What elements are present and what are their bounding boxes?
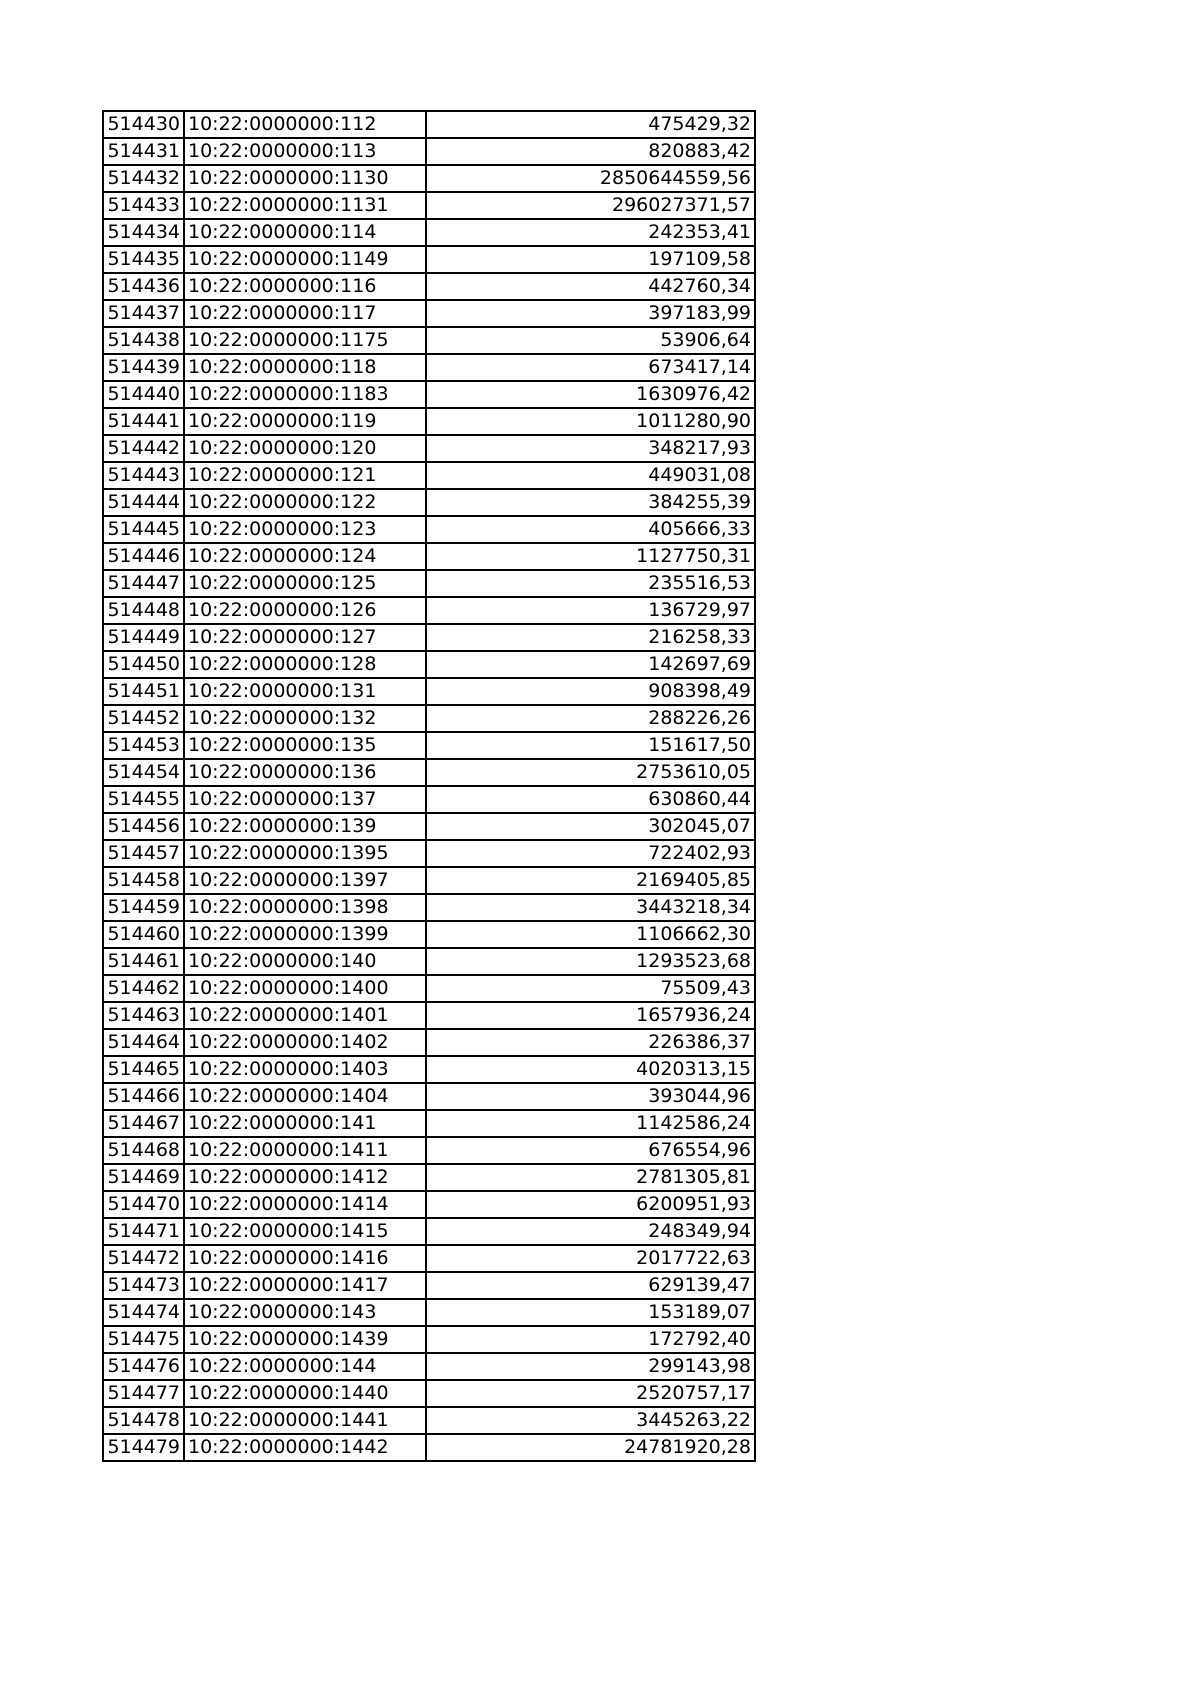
value-cell: 449031,08 bbox=[426, 462, 755, 489]
row-id-cell: 514449 bbox=[103, 624, 184, 651]
cadastral-number-cell: 10:22:0000000:116 bbox=[184, 273, 426, 300]
cadastral-number-cell: 10:22:0000000:143 bbox=[184, 1299, 426, 1326]
table-row bbox=[103, 219, 755, 246]
value-cell: 2850644559,56 bbox=[426, 165, 755, 192]
table-row bbox=[103, 786, 755, 813]
row-id-cell: 514457 bbox=[103, 840, 184, 867]
table-row bbox=[103, 1029, 755, 1056]
value-cell: 6200951,93 bbox=[426, 1191, 755, 1218]
value-cell: 1630976,42 bbox=[426, 381, 755, 408]
data-table bbox=[102, 110, 756, 1462]
value-cell: 908398,49 bbox=[426, 678, 755, 705]
value-cell: 2753610,05 bbox=[426, 759, 755, 786]
cadastral-number-cell: 10:22:0000000:135 bbox=[184, 732, 426, 759]
table-row bbox=[103, 1245, 755, 1272]
table-row bbox=[103, 381, 755, 408]
table-row bbox=[103, 975, 755, 1002]
value-cell: 248349,94 bbox=[426, 1218, 755, 1245]
row-id-cell: 514446 bbox=[103, 543, 184, 570]
table-row bbox=[103, 894, 755, 921]
value-cell: 1106662,30 bbox=[426, 921, 755, 948]
cadastral-number-cell: 10:22:0000000:1414 bbox=[184, 1191, 426, 1218]
cadastral-number-cell: 10:22:0000000:1440 bbox=[184, 1380, 426, 1407]
value-cell: 2017722,63 bbox=[426, 1245, 755, 1272]
row-id-cell: 514463 bbox=[103, 1002, 184, 1029]
table-row bbox=[103, 543, 755, 570]
row-id-cell: 514461 bbox=[103, 948, 184, 975]
row-id-cell: 514453 bbox=[103, 732, 184, 759]
value-cell: 2781305,81 bbox=[426, 1164, 755, 1191]
cadastral-number-cell: 10:22:0000000:1412 bbox=[184, 1164, 426, 1191]
cadastral-number-cell: 10:22:0000000:126 bbox=[184, 597, 426, 624]
cadastral-number-cell: 10:22:0000000:137 bbox=[184, 786, 426, 813]
value-cell: 24781920,28 bbox=[426, 1434, 755, 1461]
row-id-cell: 514447 bbox=[103, 570, 184, 597]
row-id-cell: 514470 bbox=[103, 1191, 184, 1218]
table-row bbox=[103, 921, 755, 948]
table-row bbox=[103, 489, 755, 516]
row-id-cell: 514443 bbox=[103, 462, 184, 489]
row-id-cell: 514431 bbox=[103, 138, 184, 165]
row-id-cell: 514471 bbox=[103, 1218, 184, 1245]
row-id-cell: 514456 bbox=[103, 813, 184, 840]
value-cell: 820883,42 bbox=[426, 138, 755, 165]
cadastral-number-cell: 10:22:0000000:1399 bbox=[184, 921, 426, 948]
cadastral-number-cell: 10:22:0000000:1417 bbox=[184, 1272, 426, 1299]
value-cell: 197109,58 bbox=[426, 246, 755, 273]
cadastral-number-cell: 10:22:0000000:123 bbox=[184, 516, 426, 543]
table-row bbox=[103, 624, 755, 651]
table-row bbox=[103, 1002, 755, 1029]
row-id-cell: 514430 bbox=[103, 111, 184, 138]
value-cell: 397183,99 bbox=[426, 300, 755, 327]
row-id-cell: 514452 bbox=[103, 705, 184, 732]
row-id-cell: 514469 bbox=[103, 1164, 184, 1191]
value-cell: 676554,96 bbox=[426, 1137, 755, 1164]
cadastral-number-cell: 10:22:0000000:1402 bbox=[184, 1029, 426, 1056]
table-row bbox=[103, 1191, 755, 1218]
cadastral-number-cell: 10:22:0000000:1416 bbox=[184, 1245, 426, 1272]
table-row bbox=[103, 165, 755, 192]
row-id-cell: 514440 bbox=[103, 381, 184, 408]
cadastral-number-cell: 10:22:0000000:1395 bbox=[184, 840, 426, 867]
value-cell: 153189,07 bbox=[426, 1299, 755, 1326]
table-row bbox=[103, 705, 755, 732]
table-row bbox=[103, 1083, 755, 1110]
value-cell: 242353,41 bbox=[426, 219, 755, 246]
cadastral-number-cell: 10:22:0000000:144 bbox=[184, 1353, 426, 1380]
row-id-cell: 514434 bbox=[103, 219, 184, 246]
table-row bbox=[103, 246, 755, 273]
cadastral-number-cell: 10:22:0000000:1398 bbox=[184, 894, 426, 921]
value-cell: 384255,39 bbox=[426, 489, 755, 516]
cadastral-number-cell: 10:22:0000000:1400 bbox=[184, 975, 426, 1002]
cadastral-number-cell: 10:22:0000000:140 bbox=[184, 948, 426, 975]
table-body bbox=[103, 111, 755, 1461]
table-row bbox=[103, 435, 755, 462]
table-row bbox=[103, 327, 755, 354]
table-row bbox=[103, 1326, 755, 1353]
row-id-cell: 514472 bbox=[103, 1245, 184, 1272]
value-cell: 442760,34 bbox=[426, 273, 755, 300]
cadastral-number-cell: 10:22:0000000:131 bbox=[184, 678, 426, 705]
row-id-cell: 514437 bbox=[103, 300, 184, 327]
value-cell: 296027371,57 bbox=[426, 192, 755, 219]
cadastral-number-cell: 10:22:0000000:139 bbox=[184, 813, 426, 840]
row-id-cell: 514454 bbox=[103, 759, 184, 786]
value-cell: 1011280,90 bbox=[426, 408, 755, 435]
cadastral-number-cell: 10:22:0000000:117 bbox=[184, 300, 426, 327]
value-cell: 288226,26 bbox=[426, 705, 755, 732]
value-cell: 2169405,85 bbox=[426, 867, 755, 894]
cadastral-number-cell: 10:22:0000000:112 bbox=[184, 111, 426, 138]
table-row bbox=[103, 1434, 755, 1461]
row-id-cell: 514468 bbox=[103, 1137, 184, 1164]
table-row bbox=[103, 1218, 755, 1245]
cadastral-number-cell: 10:22:0000000:1404 bbox=[184, 1083, 426, 1110]
cadastral-number-cell: 10:22:0000000:1149 bbox=[184, 246, 426, 273]
table-row bbox=[103, 111, 755, 138]
cadastral-number-cell: 10:22:0000000:1439 bbox=[184, 1326, 426, 1353]
table-row bbox=[103, 300, 755, 327]
table-row bbox=[103, 1110, 755, 1137]
cadastral-number-cell: 10:22:0000000:125 bbox=[184, 570, 426, 597]
value-cell: 142697,69 bbox=[426, 651, 755, 678]
cadastral-number-cell: 10:22:0000000:1397 bbox=[184, 867, 426, 894]
value-cell: 1142586,24 bbox=[426, 1110, 755, 1137]
table-row bbox=[103, 813, 755, 840]
table-row bbox=[103, 1407, 755, 1434]
cadastral-number-cell: 10:22:0000000:1441 bbox=[184, 1407, 426, 1434]
value-cell: 348217,93 bbox=[426, 435, 755, 462]
row-id-cell: 514478 bbox=[103, 1407, 184, 1434]
row-id-cell: 514441 bbox=[103, 408, 184, 435]
row-id-cell: 514451 bbox=[103, 678, 184, 705]
row-id-cell: 514448 bbox=[103, 597, 184, 624]
table-row bbox=[103, 759, 755, 786]
value-cell: 299143,98 bbox=[426, 1353, 755, 1380]
table-row bbox=[103, 948, 755, 975]
document-page bbox=[102, 110, 754, 1462]
table-row bbox=[103, 462, 755, 489]
table-row bbox=[103, 732, 755, 759]
cadastral-number-cell: 10:22:0000000:1175 bbox=[184, 327, 426, 354]
row-id-cell: 514439 bbox=[103, 354, 184, 381]
cadastral-number-cell: 10:22:0000000:1442 bbox=[184, 1434, 426, 1461]
cadastral-number-cell: 10:22:0000000:118 bbox=[184, 354, 426, 381]
row-id-cell: 514455 bbox=[103, 786, 184, 813]
cadastral-number-cell: 10:22:0000000:136 bbox=[184, 759, 426, 786]
value-cell: 172792,40 bbox=[426, 1326, 755, 1353]
table-row bbox=[103, 651, 755, 678]
row-id-cell: 514464 bbox=[103, 1029, 184, 1056]
value-cell: 673417,14 bbox=[426, 354, 755, 381]
row-id-cell: 514458 bbox=[103, 867, 184, 894]
cadastral-number-cell: 10:22:0000000:122 bbox=[184, 489, 426, 516]
cadastral-number-cell: 10:22:0000000:1415 bbox=[184, 1218, 426, 1245]
value-cell: 75509,43 bbox=[426, 975, 755, 1002]
cadastral-number-cell: 10:22:0000000:1401 bbox=[184, 1002, 426, 1029]
table-row bbox=[103, 1353, 755, 1380]
row-id-cell: 514432 bbox=[103, 165, 184, 192]
row-id-cell: 514474 bbox=[103, 1299, 184, 1326]
table-row bbox=[103, 138, 755, 165]
cadastral-number-cell: 10:22:0000000:127 bbox=[184, 624, 426, 651]
row-id-cell: 514436 bbox=[103, 273, 184, 300]
table-row bbox=[103, 273, 755, 300]
row-id-cell: 514466 bbox=[103, 1083, 184, 1110]
table-row bbox=[103, 516, 755, 543]
table-row bbox=[103, 1164, 755, 1191]
row-id-cell: 514445 bbox=[103, 516, 184, 543]
value-cell: 226386,37 bbox=[426, 1029, 755, 1056]
cadastral-number-cell: 10:22:0000000:1411 bbox=[184, 1137, 426, 1164]
value-cell: 302045,07 bbox=[426, 813, 755, 840]
value-cell: 1293523,68 bbox=[426, 948, 755, 975]
cadastral-number-cell: 10:22:0000000:121 bbox=[184, 462, 426, 489]
table-row bbox=[103, 354, 755, 381]
row-id-cell: 514473 bbox=[103, 1272, 184, 1299]
cadastral-number-cell: 10:22:0000000:124 bbox=[184, 543, 426, 570]
cadastral-number-cell: 10:22:0000000:1183 bbox=[184, 381, 426, 408]
table-row bbox=[103, 408, 755, 435]
value-cell: 4020313,15 bbox=[426, 1056, 755, 1083]
table-row bbox=[103, 840, 755, 867]
cadastral-number-cell: 10:22:0000000:132 bbox=[184, 705, 426, 732]
cadastral-number-cell: 10:22:0000000:120 bbox=[184, 435, 426, 462]
row-id-cell: 514475 bbox=[103, 1326, 184, 1353]
row-id-cell: 514479 bbox=[103, 1434, 184, 1461]
cadastral-number-cell: 10:22:0000000:1403 bbox=[184, 1056, 426, 1083]
value-cell: 629139,47 bbox=[426, 1272, 755, 1299]
table-row bbox=[103, 1299, 755, 1326]
value-cell: 1657936,24 bbox=[426, 1002, 755, 1029]
cadastral-number-cell: 10:22:0000000:1131 bbox=[184, 192, 426, 219]
row-id-cell: 514444 bbox=[103, 489, 184, 516]
cadastral-number-cell: 10:22:0000000:141 bbox=[184, 1110, 426, 1137]
value-cell: 393044,96 bbox=[426, 1083, 755, 1110]
row-id-cell: 514467 bbox=[103, 1110, 184, 1137]
table-row bbox=[103, 1056, 755, 1083]
cadastral-number-cell: 10:22:0000000:1130 bbox=[184, 165, 426, 192]
table-row bbox=[103, 192, 755, 219]
value-cell: 235516,53 bbox=[426, 570, 755, 597]
row-id-cell: 514477 bbox=[103, 1380, 184, 1407]
row-id-cell: 514435 bbox=[103, 246, 184, 273]
row-id-cell: 514459 bbox=[103, 894, 184, 921]
row-id-cell: 514438 bbox=[103, 327, 184, 354]
value-cell: 136729,97 bbox=[426, 597, 755, 624]
value-cell: 3443218,34 bbox=[426, 894, 755, 921]
row-id-cell: 514462 bbox=[103, 975, 184, 1002]
row-id-cell: 514450 bbox=[103, 651, 184, 678]
table-row bbox=[103, 1380, 755, 1407]
value-cell: 216258,33 bbox=[426, 624, 755, 651]
row-id-cell: 514465 bbox=[103, 1056, 184, 1083]
cadastral-number-cell: 10:22:0000000:113 bbox=[184, 138, 426, 165]
value-cell: 405666,33 bbox=[426, 516, 755, 543]
table-row bbox=[103, 1272, 755, 1299]
cadastral-number-cell: 10:22:0000000:114 bbox=[184, 219, 426, 246]
row-id-cell: 514442 bbox=[103, 435, 184, 462]
value-cell: 53906,64 bbox=[426, 327, 755, 354]
row-id-cell: 514476 bbox=[103, 1353, 184, 1380]
row-id-cell: 514460 bbox=[103, 921, 184, 948]
table-row bbox=[103, 597, 755, 624]
value-cell: 151617,50 bbox=[426, 732, 755, 759]
table-row bbox=[103, 570, 755, 597]
value-cell: 475429,32 bbox=[426, 111, 755, 138]
table-row bbox=[103, 678, 755, 705]
value-cell: 3445263,22 bbox=[426, 1407, 755, 1434]
table-row bbox=[103, 1137, 755, 1164]
cadastral-number-cell: 10:22:0000000:128 bbox=[184, 651, 426, 678]
value-cell: 630860,44 bbox=[426, 786, 755, 813]
value-cell: 722402,93 bbox=[426, 840, 755, 867]
row-id-cell: 514433 bbox=[103, 192, 184, 219]
value-cell: 2520757,17 bbox=[426, 1380, 755, 1407]
value-cell: 1127750,31 bbox=[426, 543, 755, 570]
cadastral-number-cell: 10:22:0000000:119 bbox=[184, 408, 426, 435]
table-row bbox=[103, 867, 755, 894]
